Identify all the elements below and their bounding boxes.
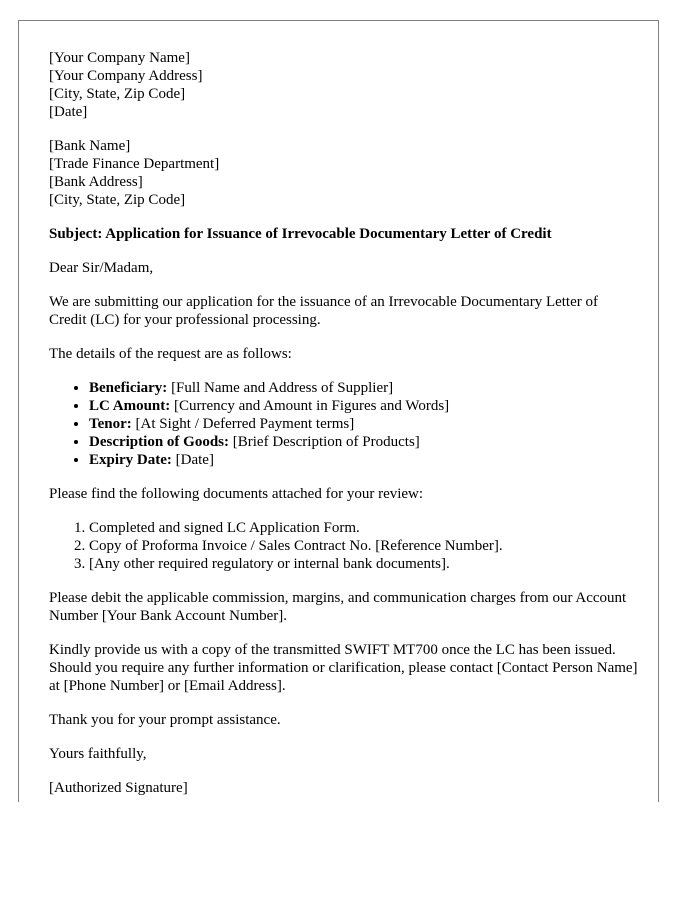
detail-label: Description of Goods: [89, 434, 229, 450]
list-item [89, 451, 639, 469]
recipient-city-state-zip: [City, State, Zip Code] [49, 192, 186, 208]
closing-line: Yours faithfully, [49, 746, 147, 762]
documents-intro: Please find the following documents attached for your review: [49, 486, 424, 502]
recipient-bank-name: [Bank Name] [49, 138, 131, 154]
list-item [89, 433, 639, 451]
list-item: 2. Copy of Proforma Invoice / Sales Contract No. [Reference Number]. [89, 537, 639, 555]
list-item: 1. Completed and signed LC Application Form. [89, 519, 639, 537]
signature-line: [Authorized Signature] [49, 780, 188, 796]
documents-list [49, 519, 639, 573]
thanks-line: Thank you for your prompt assistance. [49, 712, 281, 728]
detail-label: LC Amount: [89, 398, 171, 414]
intro-paragraph: We are submitting our application for the issuance of an Irrevocable Documentary Letter of Credit (LC) for your professional processing. [49, 294, 598, 328]
letter-page [18, 20, 659, 802]
recipient-bank-address: [Bank Address] [49, 174, 143, 190]
detail-value: [Date] [171, 452, 214, 468]
details-list [49, 379, 639, 469]
sender-company-address: [Your Company Address] [49, 68, 203, 84]
letter-date: [Date] [49, 104, 88, 120]
detail-value: [Brief Description of Products] [229, 434, 420, 450]
sender-company-name: [Your Company Name] [49, 50, 190, 66]
salutation: Dear Sir/Madam, [49, 260, 154, 276]
detail-label: Beneficiary: [89, 380, 168, 396]
sender-block [49, 49, 639, 121]
recipient-block [49, 137, 639, 209]
sender-city-state-zip: [City, State, Zip Code] [49, 86, 186, 102]
list-item [89, 379, 639, 397]
swift-paragraph: Kindly provide us with a copy of the transmitted SWIFT MT700 once the LC has been issued. Should you require any further information or clarification, please contact [Contact Person Name] at [Phone Number] or [Email Address]. [49, 642, 638, 694]
list-item [89, 415, 639, 433]
debit-paragraph: Please debit the applicable commission, margins, and communication charges from our Account Number [Your Bank Account Number]. [49, 590, 627, 624]
recipient-department: [Trade Finance Department] [49, 156, 220, 172]
detail-value: [Currency and Amount in Figures and Words] [170, 398, 450, 414]
detail-value: [At Sight / Deferred Payment terms] [131, 416, 355, 432]
details-intro: The details of the request are as follows: [49, 346, 292, 362]
letter-body [49, 49, 639, 802]
subject-line: Subject: Application for Issuance of Irrevocable Documentary Letter of Credit [49, 226, 552, 242]
detail-label: Expiry Date: [89, 452, 172, 468]
detail-value: [Full Name and Address of Supplier] [167, 380, 394, 396]
list-item [89, 397, 639, 415]
list-item: 3. [Any other required regulatory or internal bank documents]. [89, 555, 639, 573]
detail-label: Tenor: [89, 416, 132, 432]
